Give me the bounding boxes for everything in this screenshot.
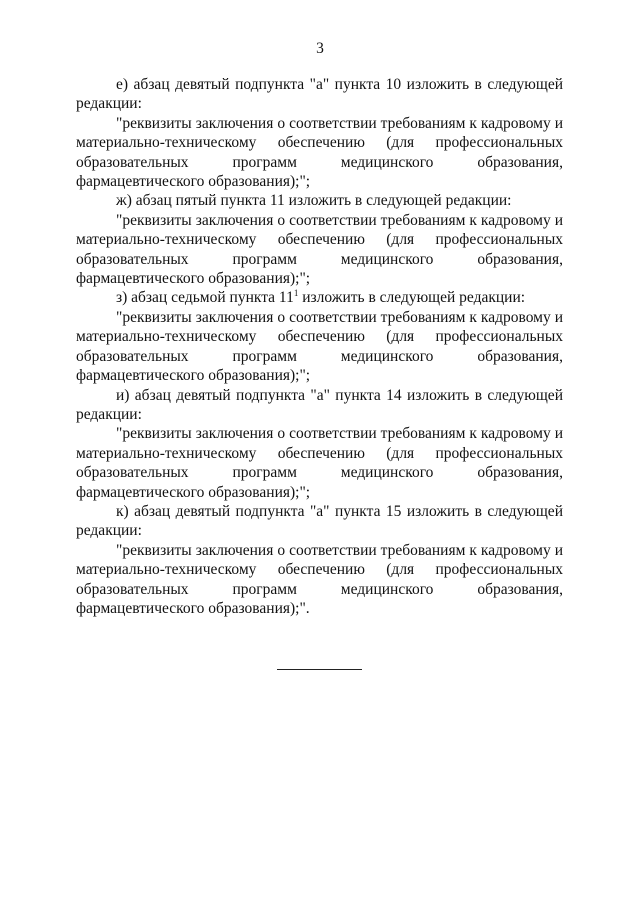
footer-divider [277,669,362,670]
instruction-z-before: з) абзац седьмой пункта 11 [116,289,294,307]
quote-z: "реквизиты заключения о соответствии требованиям к кадровому и материально-техническому обеспечению (для профессиональных образовательных программ медицинского образования, фармацевтического образования);"; [76,308,563,385]
instruction-z-after: изложить в следующей редакции: [298,289,526,307]
quote-zh: "реквизиты заключения о соответствии требованиям к кадровому и материально-техническому обеспечению (для профессиональных образовательных программ медицинского образования, фармацевтического образования);"; [76,211,563,288]
instruction-z [76,288,563,307]
quote-i: "реквизиты заключения о соответствии требованиям к кадровому и материально-техническому обеспечению (для профессиональных образовательных программ медицинского образования, фармацевтического образования);"; [76,425,563,501]
quote-e: "реквизиты заключения о соответствии требованиям к кадровому и материально-техническому обеспечению (для профессиональных образовательных программ медицинского образования, фармацевтического образования);"; [76,114,563,191]
page-number: 3 [316,40,324,57]
instruction-k: к) абзац девятый подпункта "а" пункта 15 изложить в следующей редакции: [76,502,563,540]
instruction-e: е) абзац девятый подпункта "а" пункта 10 изложить в следующей редакции: [76,76,563,113]
instruction-i: и) абзац девятый подпункта "а" пункта 14 изложить в следующей редакции: [76,386,563,423]
quote-k: "реквизиты заключения о соответствии требованиям к кадровому и материально-техническому обеспечению (для профессиональных образовательных программ медицинского образования, фармацевтического образования);". [76,541,563,617]
instruction-zh: ж) абзац пятый пункта 11 изложить в следующей редакции: [116,192,512,210]
instruction-z-superscript: 1 [293,288,299,299]
document-body [76,75,563,618]
